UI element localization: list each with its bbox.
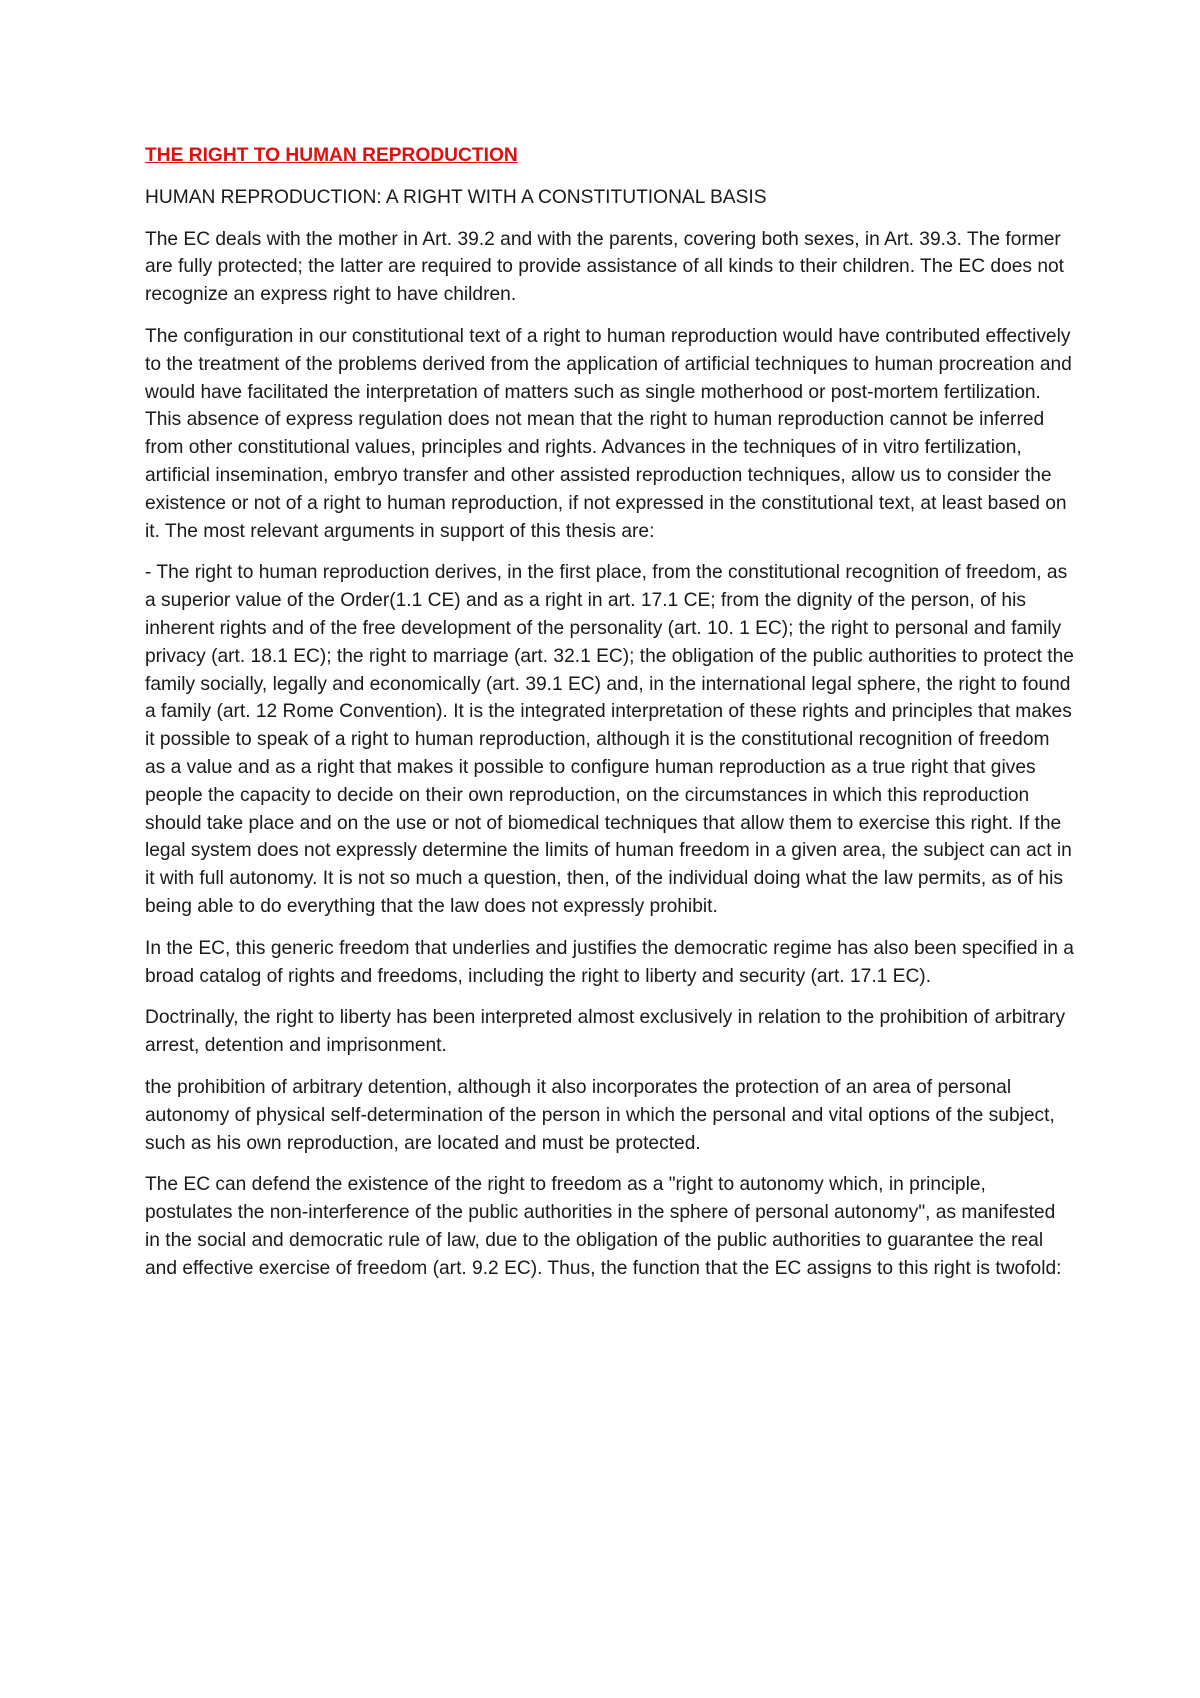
paragraph: The configuration in our constitutional text of a right to human reproduction would have contributed effectively to the treatment of the problems derived from the application of artificial techniques to human procreation and would have facilitated the interpretation of matters such as single motherhood or post-mortem fertilization. This absence of express regulation does not mean that the right to human reproduction cannot be inferred from other constitutional values, principles and rights. Advances in the techniques of in vitro fertilization, artificial insemination, embryo transfer and other assisted reproduction techniques, allow us to consider the existence or not of a right to human reproduction, if not expressed in the constitutional text, at least based on it. The most relevant arguments in support of this thesis are: <box>145 325 1072 542</box>
paragraph: In the EC, this generic freedom that underlies and justifies the democratic regime has also been specified in a broad catalog of rights and freedoms, including the right to liberty and security (art. 17.1 EC). <box>145 937 1074 987</box>
paragraph: the prohibition of arbitrary detention, although it also incorporates the protection of an area of personal autonomy of physical self-determination of the person in which the personal and vital options of the subject, such as his own reproduction, are located and must be protected. <box>145 1076 1055 1154</box>
paragraph: The EC can defend the existence of the right to freedom as a "right to autonomy which, in principle, postulates the non-interference of the public authorities in the sphere of personal autonomy", as manifested in the social and democratic rule of law, due to the obligation of the public authorities to guarantee the real and effective exercise of freedom (art. 9.2 EC). Thus, the function that the EC assigns to this right is twofold: <box>145 1174 1062 1279</box>
paragraph: Doctrinally, the right to liberty has been interpreted almost exclusively in relation to the prohibition of arbitrary arrest, detention and imprisonment. <box>145 1007 1066 1057</box>
paragraph: The EC deals with the mother in Art. 39.2 and with the parents, covering both sexes, in Art. 39.3. The former are fully protected; the latter are required to provide assistance of all kinds to their children. The EC does not recognize an express right to have children. <box>145 228 1065 306</box>
document-page <box>145 142 1075 1296</box>
document-subtitle: HUMAN REPRODUCTION: A RIGHT WITH A CONSTITUTIONAL BASIS <box>145 186 767 208</box>
paragraph: - The right to human reproduction derives, in the first place, from the constitutional recognition of freedom, as a superior value of the Order(1.1 CE) and as a right in art. 17.1 CE; from the dignity of the person, of his inherent rights and of the free development of the personality (art. 10. 1 EC); the right to personal and family privacy (art. 18.1 EC); the right to marriage (art. 32.1 EC); the obligation of the public authorities to protect the family socially, legally and economically (art. 39.1 EC) and, in the international legal sphere, the right to found a family (art. 12 Rome Convention). It is the integrated interpretation of these rights and principles that makes it possible to speak of a right to human reproduction, although it is the constitutional recognition of freedom as a value and as a right that makes it possible to configure human reproduction as a true right that gives people the capacity to decide on their own reproduction, on the circumstances in which this reproduction should take place and on the use or not of biomedical techniques that allow them to exercise this right. If the legal system does not expressly determine the limits of human freedom in a given area, the subject can act in it with full autonomy. It is not so much a question, then, of the individual doing what the law permits, as of his being able to do everything that the law does not expressly prohibit. <box>145 562 1074 917</box>
document-title: THE RIGHT TO HUMAN REPRODUCTION <box>145 145 518 166</box>
